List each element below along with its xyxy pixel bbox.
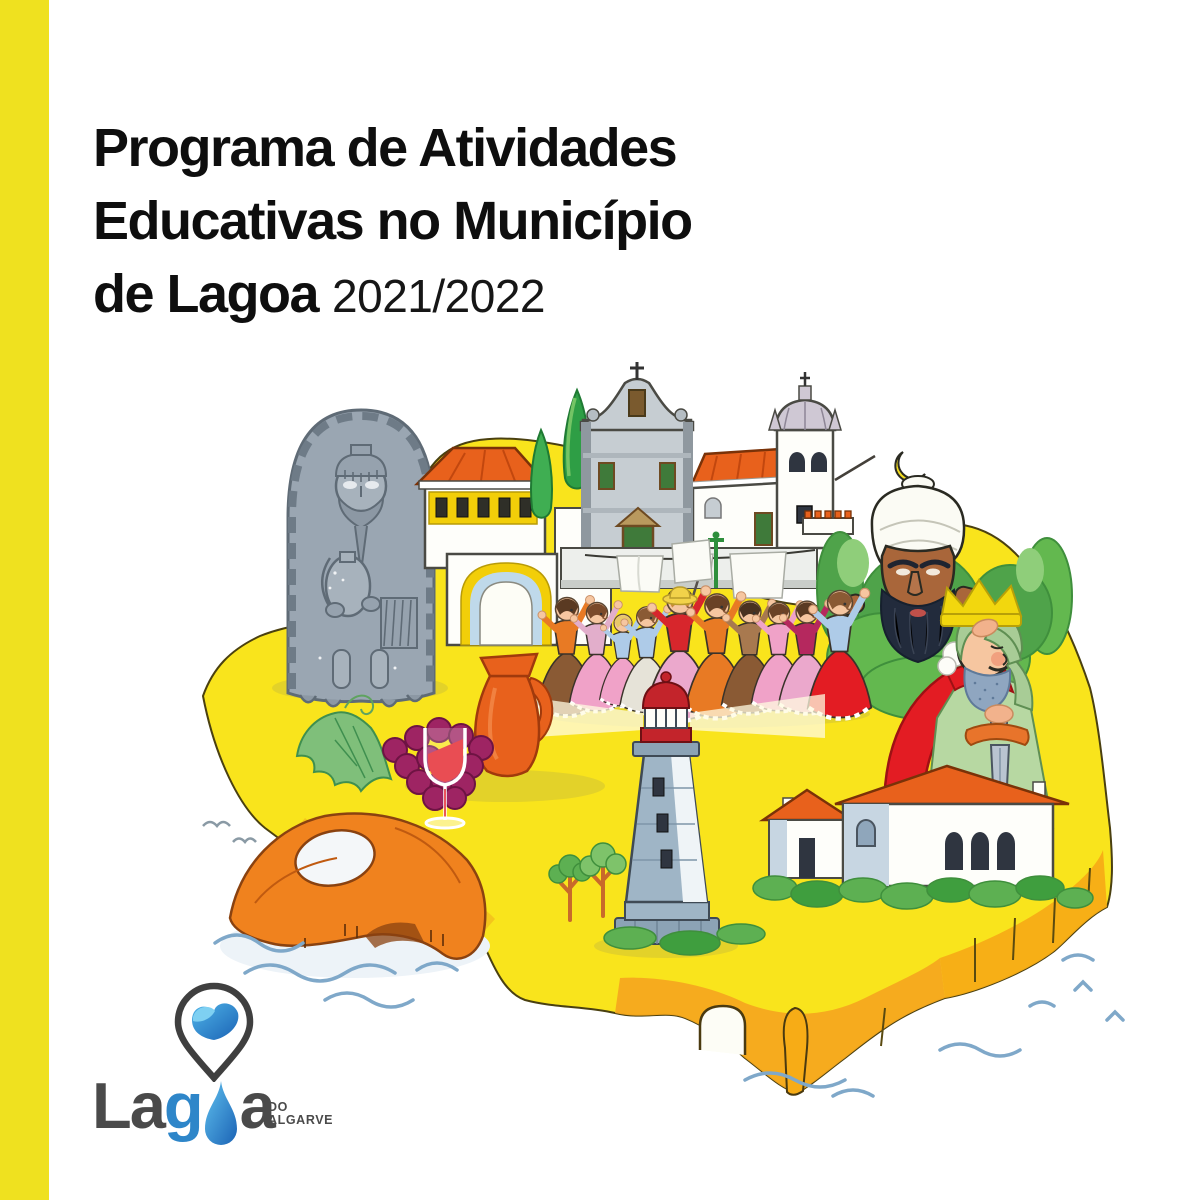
tagline-algarve: ALGARVE [268, 1113, 334, 1127]
wordmark-start: La [92, 1069, 164, 1142]
carved-stone-statue [288, 410, 434, 706]
lagoa-wordmark [92, 1069, 274, 1157]
lagoa-map-illustration [185, 358, 1155, 1113]
water-drop-o-icon [203, 1079, 239, 1157]
location-pin-icon [172, 980, 256, 1082]
sea-cave-arch [700, 1006, 745, 1055]
crenellated-wall [803, 511, 853, 534]
title-line-3 [93, 258, 692, 333]
page-title [93, 112, 692, 333]
wordmark-end: a [239, 1069, 274, 1142]
seagulls [203, 822, 256, 842]
yellow-accent-bar [0, 0, 49, 1200]
wordmark-g: g [163, 1069, 202, 1142]
tagline-do: DO [268, 1100, 288, 1114]
lagoa-tagline [268, 1101, 333, 1127]
church-cross [630, 362, 644, 380]
title-line-3-bold: de Lagoa [93, 264, 319, 324]
title-line-1: Programa de Atividades [93, 118, 677, 178]
school-year: 2021/2022 [332, 270, 545, 322]
title-line-2: Educativas no Município [93, 191, 692, 251]
